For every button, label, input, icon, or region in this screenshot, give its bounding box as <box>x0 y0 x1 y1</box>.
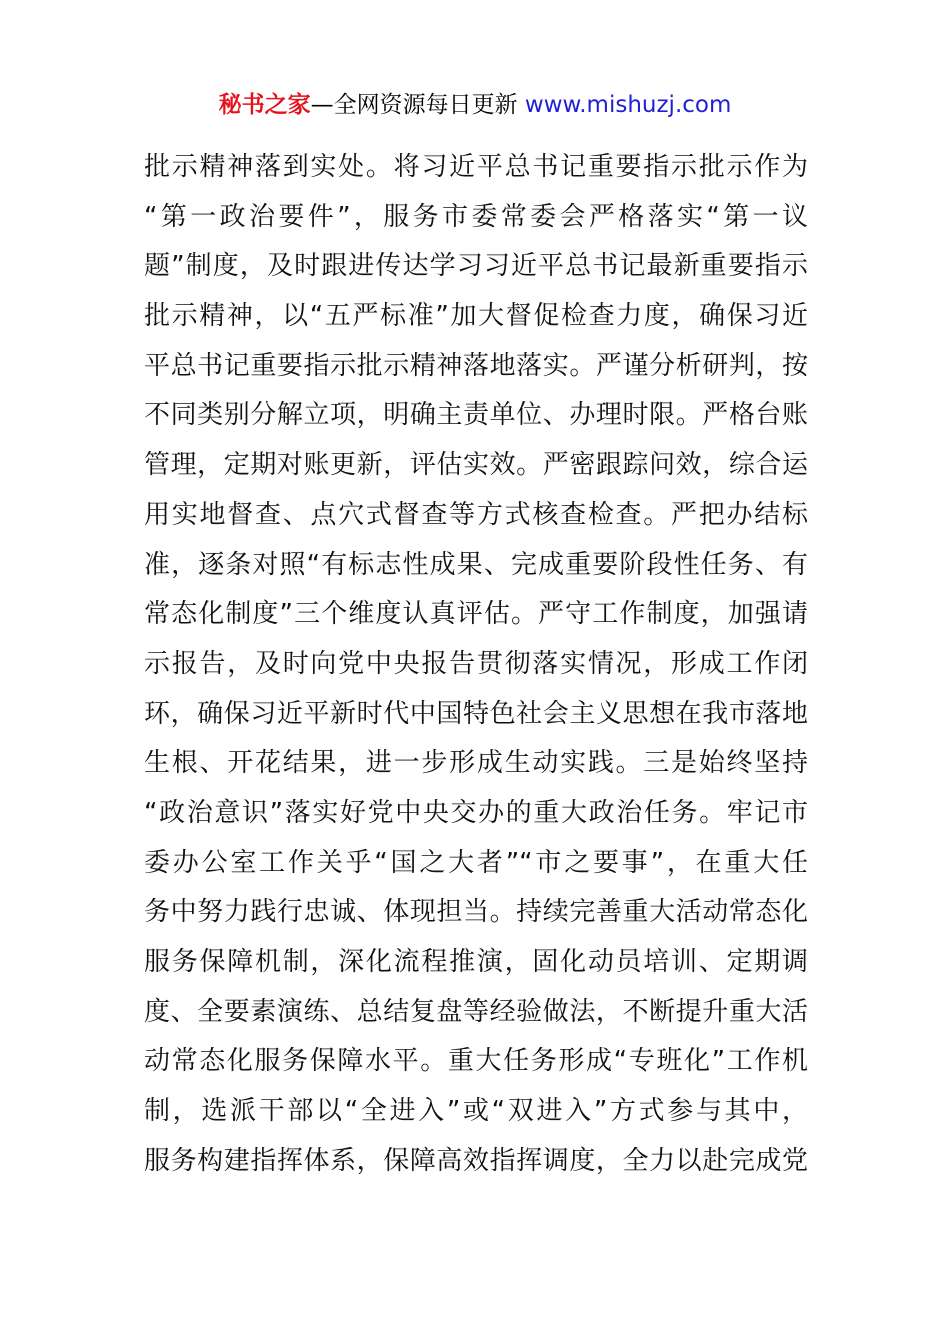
text-line: 常态化制度”三个维度认真评估。严守工作制度，加强请 <box>144 599 808 630</box>
text-line: 环，确保习近平新时代中国特色社会主义思想在我市落地 <box>144 698 808 729</box>
body-paragraph <box>144 143 808 1186</box>
text-line: 务中努力践行忠诚、体现担当。持续完善重大活动常态化 <box>144 897 808 928</box>
text-line: 委办公室工作关乎“国之大者”“市之要事”，在重大任 <box>144 847 808 878</box>
text-line: “政治意识”落实好党中央交办的重大政治任务。牢记市 <box>144 797 808 828</box>
text-line: 管理，定期对账更新，评估实效。严密跟踪问效，综合运 <box>144 450 808 481</box>
text-line: 平总书记重要指示批示精神落地落实。严谨分析研判，按 <box>144 350 808 381</box>
website-url: www.mishuzj.com <box>524 92 732 118</box>
text-line: 准，逐条对照“有标志性成果、完成重要阶段性任务、有 <box>144 549 808 580</box>
text-line: 制，选派干部以“全进入”或“双进入”方式参与其中， <box>144 1096 808 1127</box>
text-line: 生根、开花结果，进一步形成生动实践。三是始终坚持 <box>144 748 808 779</box>
text-line: 批示精神落到实处。将习近平总书记重要指示批示作为 <box>144 152 808 182</box>
text-line: 动常态化服务保障水平。重大任务形成“专班化”工作机 <box>144 1046 808 1077</box>
text-line: 题”制度，及时跟进传达学习习近平总书记最新重要指示 <box>144 251 808 282</box>
text-line: 服务构建指挥体系，保障高效指挥调度，全力以赴完成党 <box>144 1145 808 1176</box>
page-header <box>0 88 950 122</box>
text-line: 服务保障机制，深化流程推演，固化动员培训、定期调 <box>144 947 808 977</box>
text-line: “第一政治要件”，服务市委常委会严格落实“第一议 <box>144 201 808 232</box>
header-tagline: —全网资源每日更新 <box>310 92 525 118</box>
text-line: 不同类别分解立项，明确主责单位、办理时限。严格台账 <box>144 400 808 431</box>
text-line: 度、全要素演练、总结复盘等经验做法，不断提升重大活 <box>144 996 808 1027</box>
text-line: 用实地督查、点穴式督查等方式核查检查。严把办结标 <box>144 499 808 530</box>
brand-name: 秘书之家 <box>218 92 311 118</box>
text-line: 批示精神，以“五严标准”加大督促检查力度，确保习近 <box>144 301 808 332</box>
text-line: 示报告，及时向党中央报告贯彻落实情况，形成工作闭 <box>144 648 808 679</box>
